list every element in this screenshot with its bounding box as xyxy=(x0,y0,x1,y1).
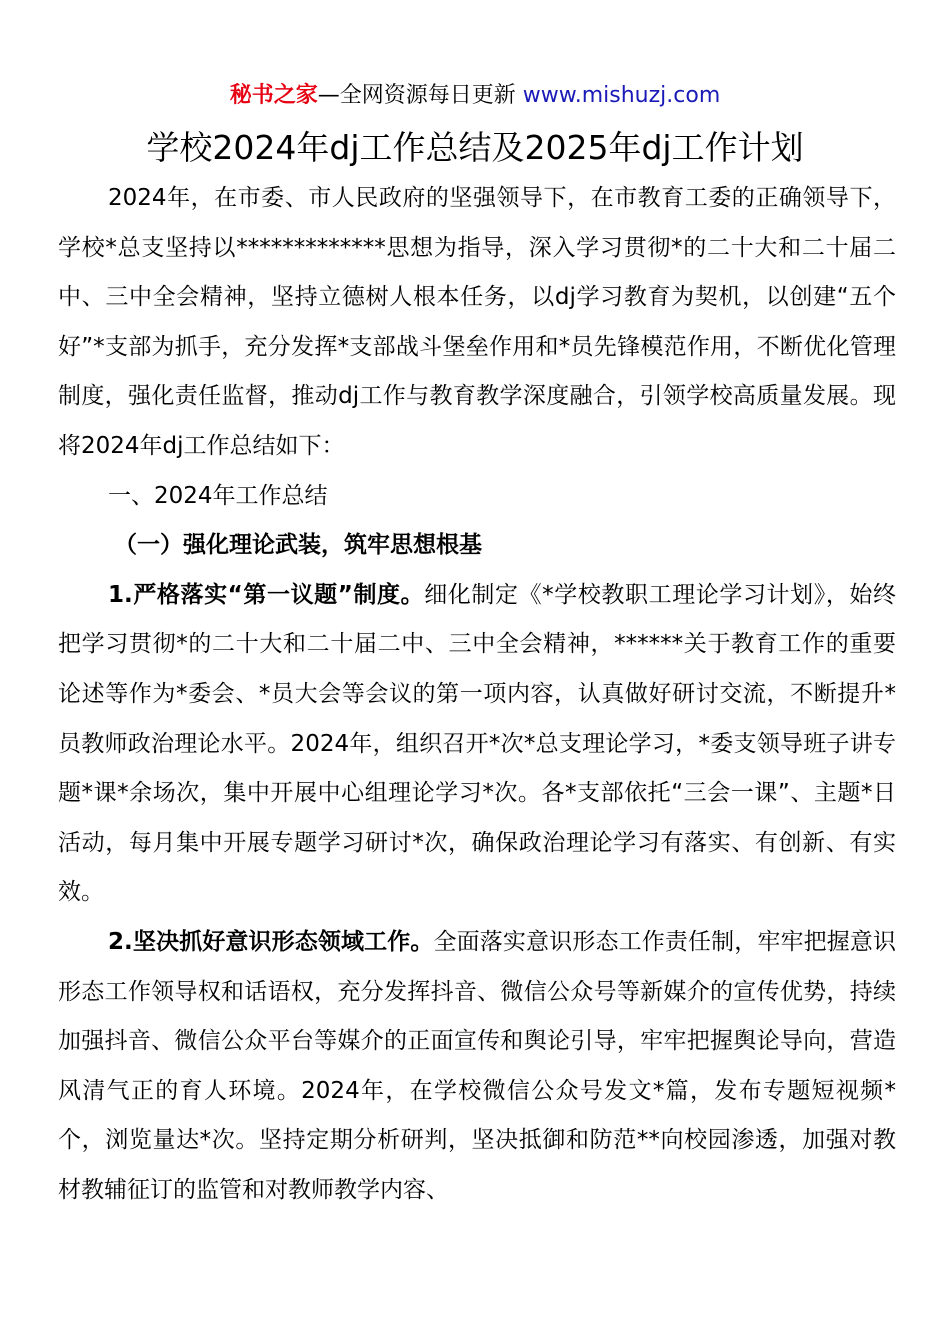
header-tagline: —全网资源每日更新 xyxy=(317,83,516,108)
intro-paragraph: 2024年，在市委、市人民政府的坚强领导下，在市教育工委的正确领导下，学校*总支坚持以*************思想为指导，深入学习贯彻*的二十大和二十届二中、三中全会精神，坚持立德树人根本任务，以dj学习教育为契机，以创建“五个好”*支部为抓手，充分发挥*支部战斗堡垒作用和*员先锋模范作用，不断优化管理制度，强化责任监督，推动dj工作与教育教学深度融合，引领学校高质量发展。现将2024年dj工作总结如下： xyxy=(58,185,896,459)
item-2-paragraph xyxy=(58,918,896,1216)
item-1-lead: 1.严格落实“第一议题”制度。 xyxy=(108,581,425,608)
item-1-text: 细化制定《*学校教职工理论学习计划》，始终把学习贯彻*的二十大和二十届二中、三中全会精神，******关于教育工作的重要论述等作为*委会、*员大会等会议的第一项内容，认真做好研讨交流，不断提升*员教师政治理论水平。2024年，组织召开*次*总支理论学习，*委支领导班子讲专题*课*余场次，集中开展中心组理论学习*次。各*支部依托“三会一课”、主题*日活动，每月集中开展专题学习研讨*次，确保政治理论学习有落实、有创新、有实效。 xyxy=(58,581,896,906)
document-body xyxy=(58,174,896,1215)
subsection-heading: （一）强化理论武装，筑牢思想根基 xyxy=(114,532,482,559)
item-1-paragraph xyxy=(58,571,896,918)
site-url-link[interactable]: www.mishuzj.com xyxy=(522,83,721,108)
document-title: 学校2024年dj工作总结及2025年dj工作计划 xyxy=(146,128,804,167)
section-heading: 一、2024年工作总结 xyxy=(108,482,328,509)
item-2-lead: 2.坚决抓好意识形态领域工作。 xyxy=(108,928,434,955)
brand-name: 秘书之家 xyxy=(229,83,318,108)
item-2-text: 全面落实意识形态工作责任制，牢牢把握意识形态工作领导权和话语权，充分发挥抖音、微信公众号等新媒介的宣传优势，持续加强抖音、微信公众平台等媒介的正面宣传和舆论引导，牢牢把握舆论导向，营造风清气正的育人环境。2024年，在学校微信公众号发文*篇，发布专题短视频*个，浏览量达*次。坚持定期分析研判，坚决抵御和防范**向校园渗透，加强对教材教辅征订的监管和对教师教学内容、 xyxy=(58,928,896,1203)
site-header xyxy=(0,82,950,110)
